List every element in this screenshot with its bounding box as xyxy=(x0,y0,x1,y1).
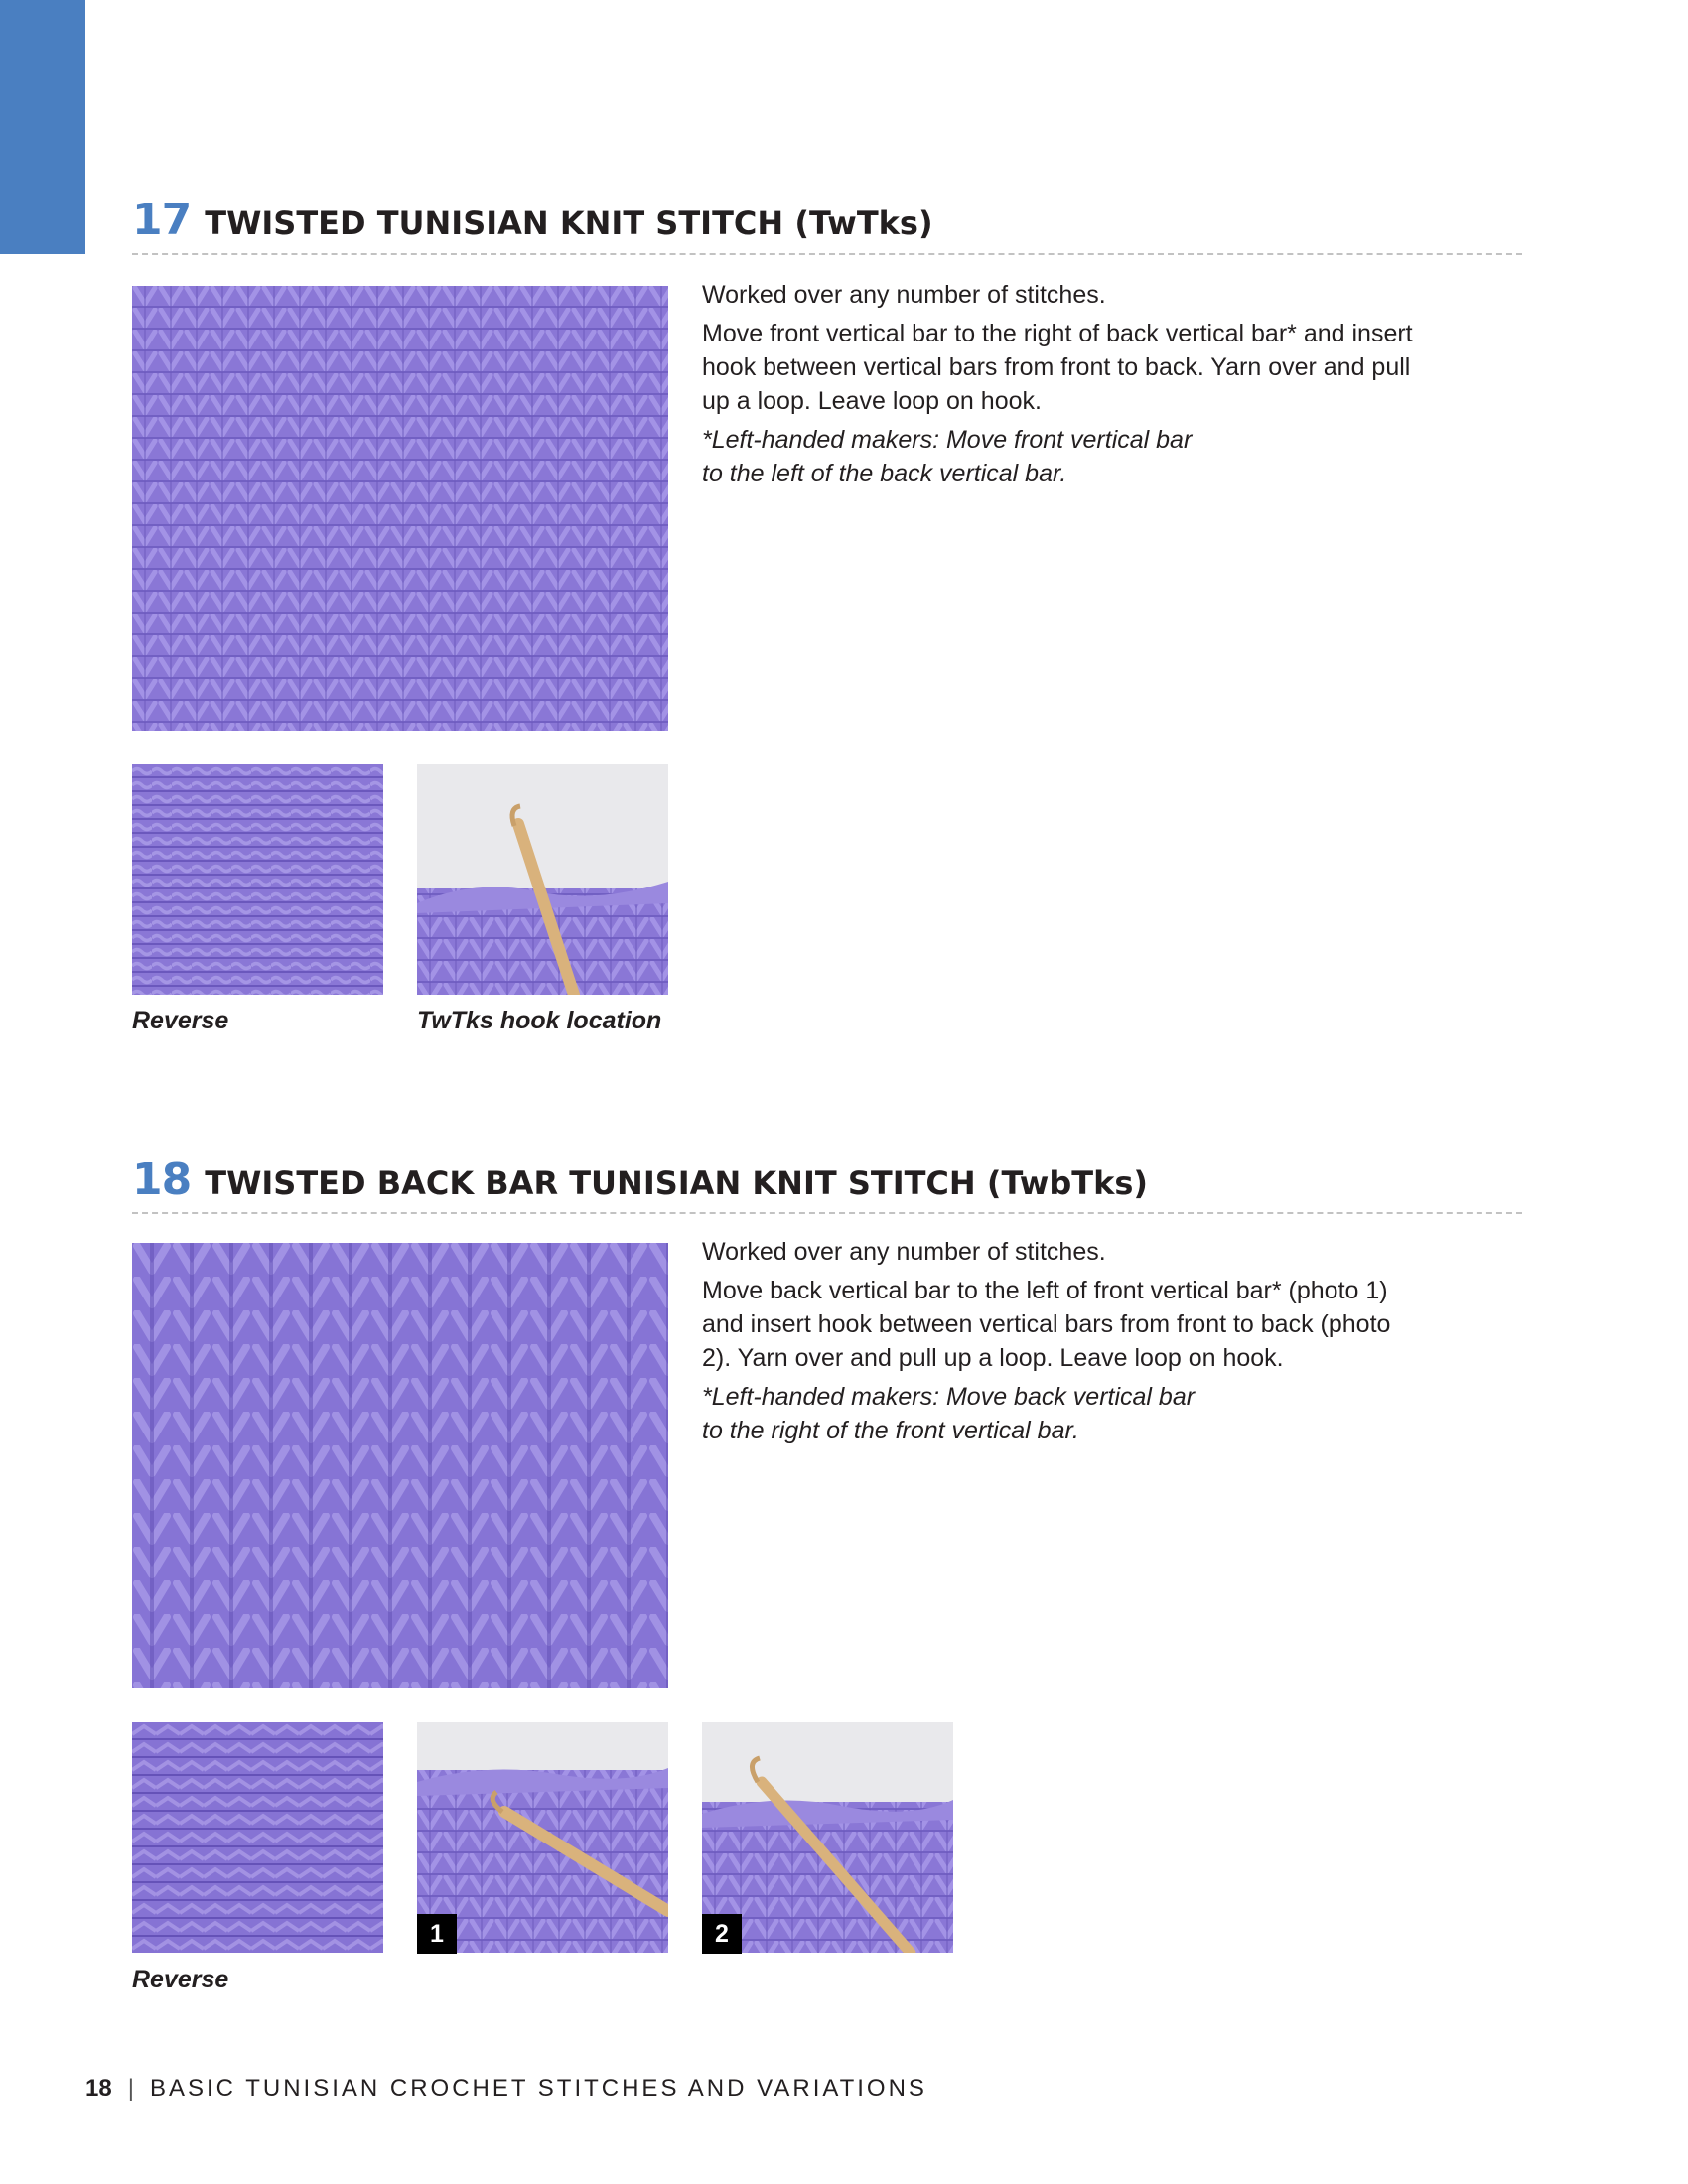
photo-caption-hook-location: TwTks hook location xyxy=(417,1007,662,1034)
stitch-swatch-photo xyxy=(132,1243,668,1688)
page-footer xyxy=(85,2075,927,2103)
section-number: 18 xyxy=(132,1155,192,1205)
section-divider xyxy=(132,1212,1522,1214)
left-handed-note: *Left-handed makers: Move back vertical bar to the right of the front vertical bar. xyxy=(702,1383,1196,1444)
photo-badge-1: 1 xyxy=(417,1914,457,1954)
instructions-17 xyxy=(702,278,1417,495)
instruction-paragraph: Worked over any number of stitches. xyxy=(702,281,1106,309)
reverse-swatch-photo xyxy=(132,764,383,995)
instruction-paragraph: Move back vertical bar to the left of front vertical bar* (photo 1) and insert hook between vertical bars from front to back (photo 2). Yarn over and pull up a loop. Leave loop on hook. xyxy=(702,1277,1391,1372)
instructions-18 xyxy=(702,1235,1417,1452)
running-head: BASIC TUNISIAN CROCHET STITCHES AND VARIATIONS xyxy=(149,2075,927,2102)
section-title: TWISTED TUNISIAN KNIT STITCH (TwTks) xyxy=(205,205,933,242)
page-number: 18 xyxy=(85,2075,112,2102)
section-heading-17 xyxy=(132,195,933,245)
section-number: 17 xyxy=(132,195,192,245)
photo-caption-reverse: Reverse xyxy=(132,1007,229,1034)
instruction-paragraph: Worked over any number of stitches. xyxy=(702,1238,1106,1266)
left-handed-note: *Left-handed makers: Move front vertical bar to the left of the back vertical bar. xyxy=(702,426,1193,487)
chapter-tab xyxy=(0,0,85,254)
footer-separator: | xyxy=(127,2075,134,2102)
hook-location-photo xyxy=(417,764,668,995)
reverse-swatch-photo xyxy=(132,1722,383,1953)
instruction-paragraph: Move front vertical bar to the right of back vertical bar* and insert hook between vertical bars from front to back. Yarn over and pull up a loop. Leave loop on hook. xyxy=(702,320,1413,415)
photo-caption-reverse: Reverse xyxy=(132,1966,229,1993)
section-heading-18 xyxy=(132,1155,1148,1205)
stitch-swatch-photo xyxy=(132,286,668,731)
section-title: TWISTED BACK BAR TUNISIAN KNIT STITCH (TwbTks) xyxy=(205,1164,1149,1202)
section-divider xyxy=(132,253,1522,255)
photo-badge-2: 2 xyxy=(702,1914,742,1954)
